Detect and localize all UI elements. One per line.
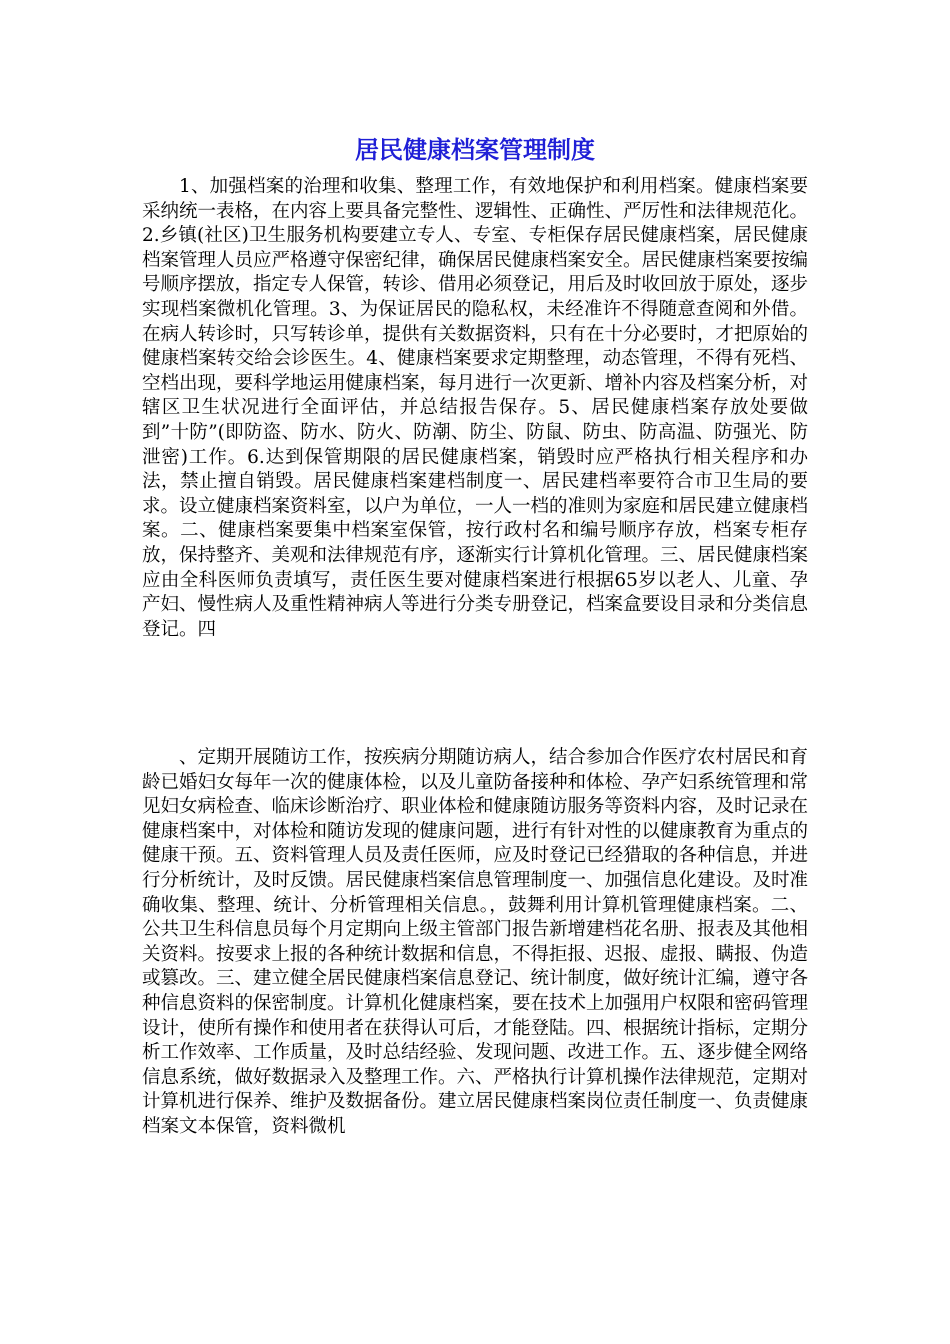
body-paragraph-2: 、定期开展随访工作，按疾病分期随访病人，结合参加合作医疗农村居民和育龄已婚妇女每年一次的健康体检，以及儿童防备接种和体检、孕产妇系统管理和常见妇女病检查、临床诊断治疗、职业体检和健康随访服务等资料内容，及时记录在健康档案中，对体检和随访发现的健康问题，进行有针对性的以健康教育为重点的健康干预。五、资料管理人员及责任医师，应及时登记已经猎取的各种信息，并进行分析统计，及时反馈。居民健康档案信息管理制度一、加强信息化建设。及时准确收集、整理、统计、分析管理相关信息。，鼓舞利用计算机管理健康档案。二、公共卫生科信息员每个月定期向上级主管部门报告新增建档花名册、报表及其他相关资料。按要求上报的各种统计数据和信息，不得拒报、迟报、虚报、瞒报、伪造或篡改。三、建立健全居民健康档案信息登记、统计制度，做好统计汇编，遵守各种信息资料的保密制度。计算机化健康档案，要在技术上加强用户权限和密码管理设计，使所有操作和使用者在获得认可后，才能登陆。四、根据统计指标，定期分析工作效率、工作质量，及时总结经验、发现问题、改进工作。五、逐步健全网络信息系统，做好数据录入及整理工作。六、严格执行计算机操作法律规范，定期对计算机进行保养、维护及数据备份。建立居民健康档案岗位责任制度一、负责健康档案文本保管，资料微机	[142, 747, 809, 1137]
document-title: 居民健康档案管理制度	[355, 136, 595, 164]
body-paragraph-1: 1、加强档案的治理和收集、整理工作，有效地保护和利用档案。健康档案要采纳统一表格，在内容上要具备完整性、逻辑性、正确性、严厉性和法律规范化。2.乡镇(社区)卫生服务机构要建立专人、专室、专柜保存居民健康档案，居民健康档案管理人员应严格遵守保密纪律，确保居民健康档案安全。居民健康档案要按编号顺序摆放，指定专人保管，转诊、借用必须登记，用后及时收回放于原处，逐步实现档案微机化管理。3、为保证居民的隐私权，未经准许不得随意查阅和外借。在病人转诊时，只写转诊单，提供有关数据资料，只有在十分必要时，才把原始的健康档案转交给会诊医生。4、健康档案要求定期整理，动态管理，不得有死档、空档出现，要科学地运用健康档案，每月进行一次更新、增补内容及档案分析，对辖区卫生状况进行全面评估，并总结报告保存。5、居民健康档案存放处要做到”十防”(即防盗、防水、防火、防潮、防尘、防鼠、防虫、防高温、防强光、防泄密)工作。6.达到保管期限的居民健康档案，销毁时应严格执行相关程序和办法，禁止擅自销毁。居民健康档案建档制度一、居民建档率要符合市卫生局的要求。设立健康档案资料室，以户为单位，一人一档的准则为家庭和居民建立健康档案。二、健康档案要集中档案室保管，按行政村名和编号顺序存放，档案专柜存放，保持整齐、美观和法律规范有序，逐渐实行计算机化管理。三、居民健康档案应由全科医师负责填写，责任医生要对健康档案进行根据65岁以老人、儿童、孕产妇、慢性病人及重性精神病人等进行分类专册登记，档案盒要设目录和分类信息登记。四	[142, 176, 809, 640]
